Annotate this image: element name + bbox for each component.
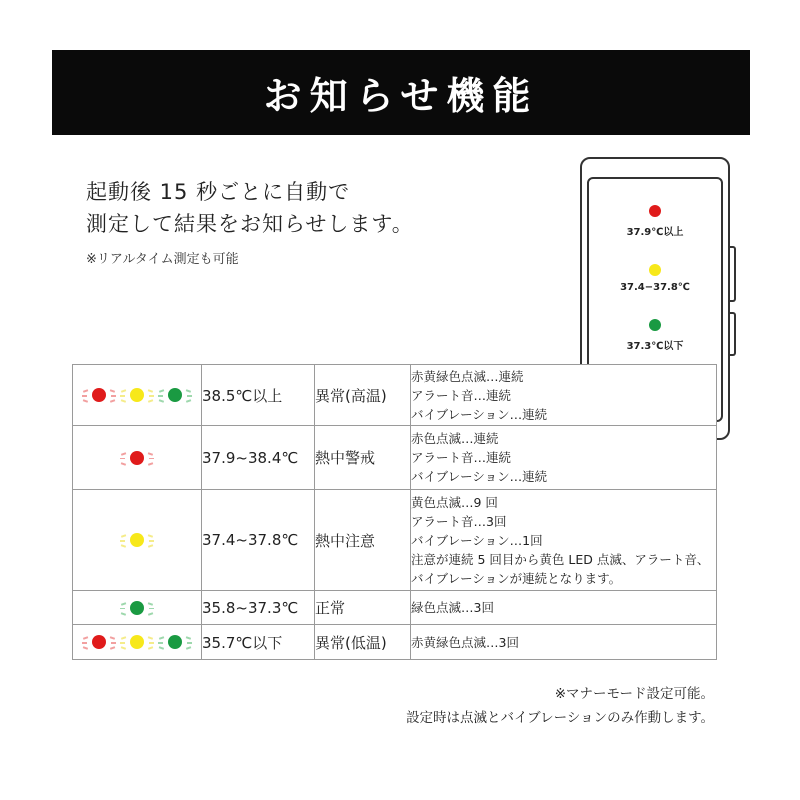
action-line: 緑色点滅…3回 — [411, 600, 494, 615]
led-ray — [149, 395, 154, 397]
table-row — [73, 490, 717, 591]
intro-line-2: 測定して結果をお知らせします。 — [86, 212, 414, 236]
led-ray — [121, 389, 126, 392]
led-ray — [83, 399, 88, 402]
led-ray — [159, 636, 164, 639]
intro-text — [86, 176, 414, 267]
yellow-led-icon — [120, 631, 154, 653]
action-line: バイブレーション…1回 — [411, 532, 543, 548]
status-cell: 熱中警戒 — [315, 426, 411, 490]
temperature-cell: 35.7℃以下 — [202, 625, 315, 660]
action-cell — [411, 591, 717, 625]
action-line: バイブレーション…連続 — [411, 469, 548, 484]
led-core — [168, 388, 182, 402]
yellow-led-icon — [120, 384, 154, 406]
led-cell — [73, 625, 202, 660]
status-cell: 異常(低温) — [315, 625, 411, 660]
intro-note: ※リアルタイム測定も可能 — [86, 252, 239, 267]
led-ray — [111, 395, 116, 397]
status-cell: 正常 — [315, 591, 411, 625]
led-ray — [149, 540, 154, 542]
led-ray — [83, 389, 88, 392]
device-indicator-high — [589, 205, 721, 238]
led-ray — [82, 642, 87, 644]
led-ray — [148, 544, 153, 547]
device-label-mid: 37.4−37.8℃ — [620, 282, 690, 293]
led-ray — [159, 646, 164, 649]
led-ray — [120, 395, 125, 397]
led-ray — [186, 646, 191, 649]
led-ray — [159, 399, 164, 402]
device-led-green — [649, 319, 661, 331]
led-ray — [120, 540, 125, 542]
green-led-icon — [158, 384, 192, 406]
footnote-line-2: 設定時は点滅とバイブレーションのみ作動します。 — [406, 710, 714, 726]
led-ray — [120, 642, 125, 644]
device-led-yellow — [649, 264, 661, 276]
led-ray — [148, 534, 153, 537]
led-ray — [121, 636, 126, 639]
action-line: 赤黄緑色点滅…連続 — [411, 368, 524, 384]
led-ray — [158, 642, 163, 644]
device-label-low: 37.3℃以下 — [626, 341, 684, 352]
action-cell — [411, 426, 717, 490]
led-ray — [83, 646, 88, 649]
led-ray — [121, 462, 126, 465]
led-ray — [149, 608, 154, 610]
led-ray — [158, 395, 163, 397]
led-ray — [120, 458, 125, 460]
red-led-icon — [82, 384, 116, 406]
led-ray — [121, 602, 126, 605]
led-ray — [148, 602, 153, 605]
action-note: 注意が連続 5 回目から黄色 LED 点滅、アラート音、バイブレーションが連続となります。 — [411, 551, 710, 586]
led-ray — [148, 636, 153, 639]
led-core — [130, 635, 144, 649]
title-banner — [52, 50, 750, 135]
device-indicator-low — [589, 319, 721, 352]
action-line: アラート音…連続 — [411, 450, 512, 465]
led-core — [92, 635, 106, 649]
page-title: お知らせ機能 — [263, 74, 539, 118]
led-cell — [73, 426, 202, 490]
action-line: アラート音…連続 — [411, 387, 512, 403]
led-ray — [121, 452, 126, 455]
led-ray — [149, 642, 154, 644]
green-led-icon — [158, 631, 192, 653]
intro-line-1: 起動後 15 秒ごとに自動で — [86, 180, 351, 204]
led-ray — [121, 534, 126, 537]
led-ray — [187, 642, 192, 644]
action-cell — [411, 490, 717, 591]
table-row — [73, 625, 717, 660]
led-ray — [148, 452, 153, 455]
action-line: 赤色点滅…連続 — [411, 431, 499, 446]
led-core — [130, 533, 144, 547]
led-ray — [121, 399, 126, 402]
led-ray — [121, 544, 126, 547]
led-ray — [149, 458, 154, 460]
action-cell — [411, 625, 717, 660]
temperature-cell: 37.4~37.8℃ — [202, 490, 315, 591]
temperature-cell: 38.5℃以上 — [202, 365, 315, 426]
led-ray — [186, 389, 191, 392]
green-led-icon — [120, 597, 154, 619]
action-line: 赤黄緑色点滅…3回 — [411, 634, 519, 650]
led-core — [130, 601, 144, 615]
action-line: バイブレーション…連続 — [411, 406, 548, 422]
led-ray — [148, 399, 153, 402]
led-core — [130, 388, 144, 402]
led-cell — [73, 365, 202, 426]
red-led-icon — [82, 631, 116, 653]
led-ray — [120, 608, 125, 610]
led-ray — [111, 642, 116, 644]
led-ray — [110, 399, 115, 402]
led-ray — [110, 389, 115, 392]
led-ray — [110, 636, 115, 639]
alert-level-table — [72, 364, 717, 660]
device-label-high: 37.9℃以上 — [626, 227, 684, 238]
led-ray — [159, 389, 164, 392]
led-cell — [73, 591, 202, 625]
led-ray — [186, 636, 191, 639]
led-ray — [186, 399, 191, 402]
red-led-icon — [120, 447, 154, 469]
table-row — [73, 591, 717, 625]
led-ray — [148, 462, 153, 465]
led-ray — [110, 646, 115, 649]
table-row — [73, 365, 717, 426]
device-indicator-mid — [589, 264, 721, 293]
led-ray — [121, 646, 126, 649]
status-cell: 熱中注意 — [315, 490, 411, 591]
manner-mode-note — [406, 682, 714, 730]
table-row — [73, 426, 717, 490]
footnote-line-1: ※マナーモード設定可能。 — [554, 686, 714, 702]
led-ray — [82, 395, 87, 397]
led-ray — [148, 389, 153, 392]
led-core — [130, 451, 144, 465]
led-core — [92, 388, 106, 402]
led-ray — [148, 612, 153, 615]
action-line: アラート音…3回 — [411, 513, 507, 529]
led-ray — [148, 646, 153, 649]
led-ray — [83, 636, 88, 639]
action-line: 黄色点滅…9 回 — [411, 494, 498, 510]
action-cell — [411, 365, 717, 426]
led-cell — [73, 490, 202, 591]
device-led-red — [649, 205, 661, 217]
yellow-led-icon — [120, 529, 154, 551]
temperature-cell: 35.8~37.3℃ — [202, 591, 315, 625]
temperature-cell: 37.9~38.4℃ — [202, 426, 315, 490]
led-core — [168, 635, 182, 649]
status-cell: 異常(高温) — [315, 365, 411, 426]
led-ray — [121, 612, 126, 615]
led-ray — [187, 395, 192, 397]
